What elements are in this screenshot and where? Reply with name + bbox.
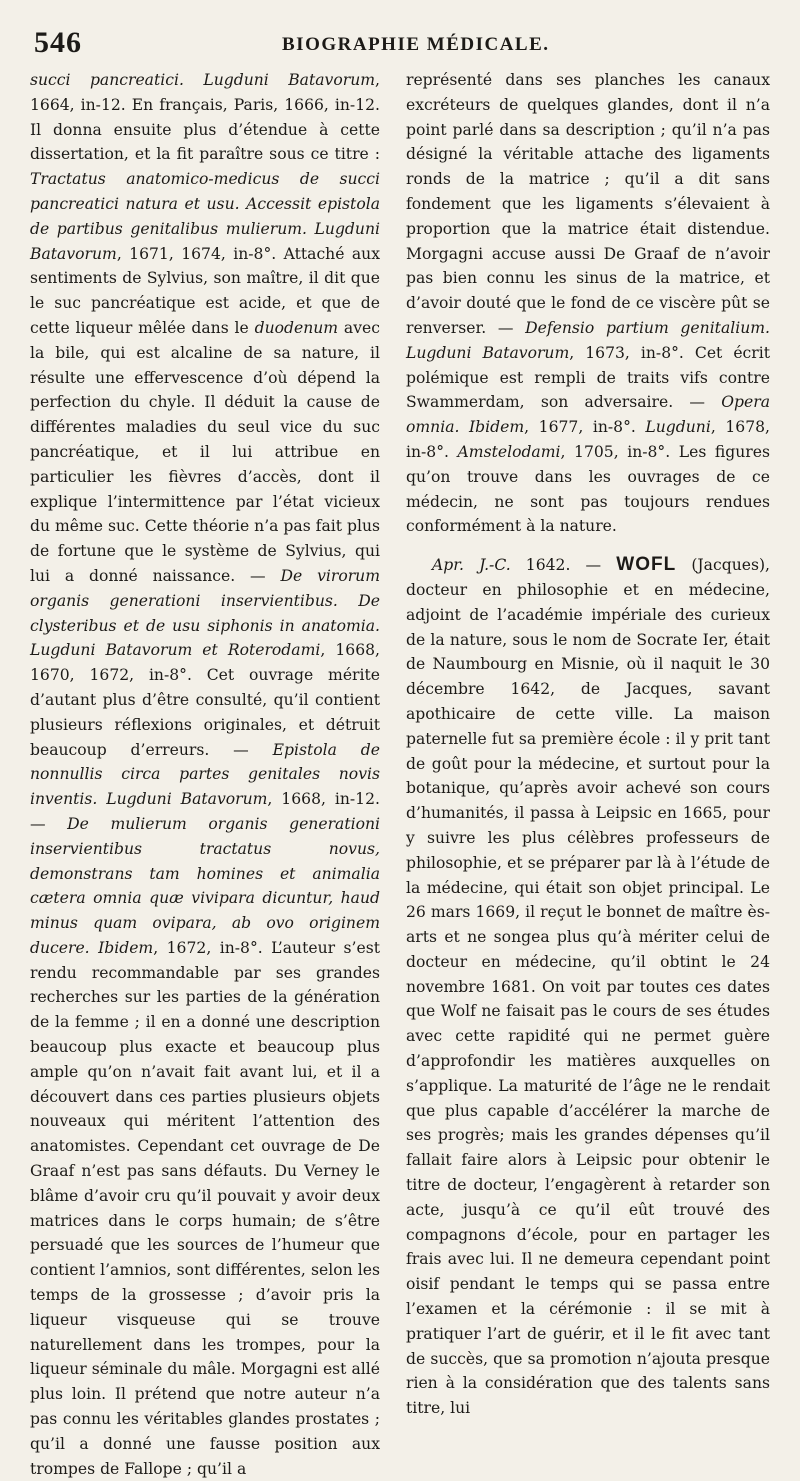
text-run: , 1677, in-8°. [524,418,646,437]
text-run: 1642. — [510,556,617,575]
text-run: avec la bile, qui est alcaline de sa nature, il résulte une effervescence d’où dépend la perfection du chyle. Il déduit la cause de différentes maladies du seul vice du suc pancréatique, et il lui attribue en particulier les fièvres d’accès, dont il explique l’intermittence par l’état vicieux du même suc. Cette théorie n’a pas fait plus de fortune que le système de Sylvius, qui lui a donné naissance. — [30,318,380,585]
italic-text: Opera omnia. Ibidem [406,393,770,437]
text-run: (Jacques), docteur en philosophie et en médecine, adjoint de l’académie impériale des curieux de la nature, sous le nom de Socrate Ier, était de Naumbourg en Misnie, où il naquit le 30 décembre 1642, de Jacques, savant apothicaire de cette ville. La maison paternelle fut sa première école : il y prit tant de goût pour la médecine, et surtout pour la botanique, qu’après avoir achevé son cours d’humanités, il passa à Leipsic en 1665, pour y suivre les plus célèbres professeurs de philosophie, et se préparer par là à l’étude de la médecine, qui était son objet principal. Le 26 mars 1669, il reçut le bonnet de maître ès-arts et ne songea plus qu’à mériter celui de docteur en médecine, qu’il obtint le 24 novembre 1681. On voit par toutes ces dates que Wolf ne faisait pas le cours de ses études avec cette rapidité qui ne permet guère d’approfondir les matières auxquelles on s’applique. La maturité de l’âge ne le rendait que plus capable d’accélérer la marche de ses progrès; mais les grandes dépenses qu’il fallait faire alors à Leipsic pour obtenir le titre de docteur, l’engagèrent à retarder son acte, jusqu’à ce qu’il eût trouvé des compagnons d’école, pour en partager les frais avec lui. Il ne demeura cependant point oisif pendant le temps qui se passa entre l’examen et la cérémonie : il se mit à pratiquer l’art de guérir, et il le fit avec tant de succès, que sa promotion n’ajouta presque rien à la considération que des talents sans titre, lui [406,556,771,1418]
italic-text: Defensio partium genitalium. Lugduni Batavorum [406,318,771,362]
italic-text: Apr. J.-C. [432,556,511,575]
page-header [34,26,774,66]
text-run: représenté dans ses planches les canaux excréteurs de quelques glandes, dont il n’a point parlé dans sa description ; qu’il n’a pas désigné la véritable attache des ligaments ronds de la matrice ; qu’il a dit sans fondement que les ligaments s’élevaient à proportion que la matrice était distendue. Morgagni accuse aussi De Graaf de n’avoir pas bien connu les sinus de la matrice, et d’avoir douté que le fond de ce viscère pût se renverser. — [406,71,770,337]
italic-text: De mulierum organis generationi inservientibus tractatus novus, demonstrans tam homines et animalia cætera omnia quæ vivipara dicuntur, haud minus quam ovipara, ab ovo originem ducere. Ibidem [30,814,380,957]
text-run: , 1668, in-12. — [30,790,380,833]
italic-text: succi pancreatici. Lugduni Batavorum [30,71,376,89]
text-run: , 1664, in-12. En français, Paris, 1666, in-12. Il donna ensuite plus d’étendue à cette dissertation, et la fit paraître sous ce titre : [30,71,380,164]
text-run: , 1672, in-8°. L’auteur s’est rendu recommandable par ses grandes recherches sur les parties de la génération de la femme ; il en a donné une description beaucoup plus exacte et beaucoup plus ample qu’on n’avait fait avant lui, et il a découvert dans ces parties plusieurs objets nouveaux qui méritent l’attention des anatomistes. Cependant cet ouvrage de De Graaf n’est pas sans défauts. Du Verney le blâme d’avoir cru qu’il pouvait y avoir deux matrices dans le corps humain; de s’être persuadé que les sources de l’humeur que contient l’amnios, sont différentes, selon les temps de la grossesse ; d’avoir pris la liqueur visqueuse qui se trouve naturellement dans les trompes, pour la liqueur séminale du mâle. Morgagni est allé plus loin. Il prétend que notre auteur n’a pas connu les véritables glandes prostates ; qu’il a donné une fausse position aux trompes de Fallope ; qu’il a [30,938,380,1478]
paragraph [406,68,770,539]
text-run: , 1673, in-8°. Cet écrit polémique est rempli de traits vifs contre Swammerdam, son adversaire. — [406,343,770,412]
paragraph [30,68,380,1481]
text-run: , 1705, in-8°. Les figures qu’on trouve dans les ouvrages de ce médecin, ne sont pas toujours rendues conformément à la nature. [406,442,770,536]
text-run: , 1671, 1674, in-8°. Attaché aux sentiments de Sylvius, son maître, il dit que le suc pancréatique est acide, et que de cette liqueur mêlée dans le [30,244,380,337]
text-run: , 1678, in-8°. [406,418,770,461]
entry-wolf [406,553,770,1421]
italic-text: Lugduni [645,418,711,437]
page-number: 546 [34,26,82,59]
right-column [406,68,771,1418]
italic-text: duodenum [254,318,339,337]
italic-text: Epistola de nonnullis circa partes genitales novis inventis. Lugduni Batavorum [30,740,380,809]
running-title: BIOGRAPHIE MÉDICALE. [282,34,550,55]
text-run: , 1668, 1670, 1672, in-8°. Cet ouvrage mérite d’autant plus d’être consulté, qu’il contient plusieurs réflexions originales, et détruit beaucoup d’erreurs. — [30,641,380,759]
person-name: WOFL [616,554,677,576]
italic-text: Tractatus anatomico-medicus de succi pancreatici natura et usu. Accessit epistola de partibus genitalibus mulierum. Lugduni Batavorum [30,170,380,263]
italic-text: Amstelodami [457,442,561,461]
left-column [30,68,380,1478]
italic-text: De virorum organis generationi inservientibus. De clysteribus et de usu siphonis in anatomia. Lugduni Batavorum et Roterodami [30,566,380,660]
